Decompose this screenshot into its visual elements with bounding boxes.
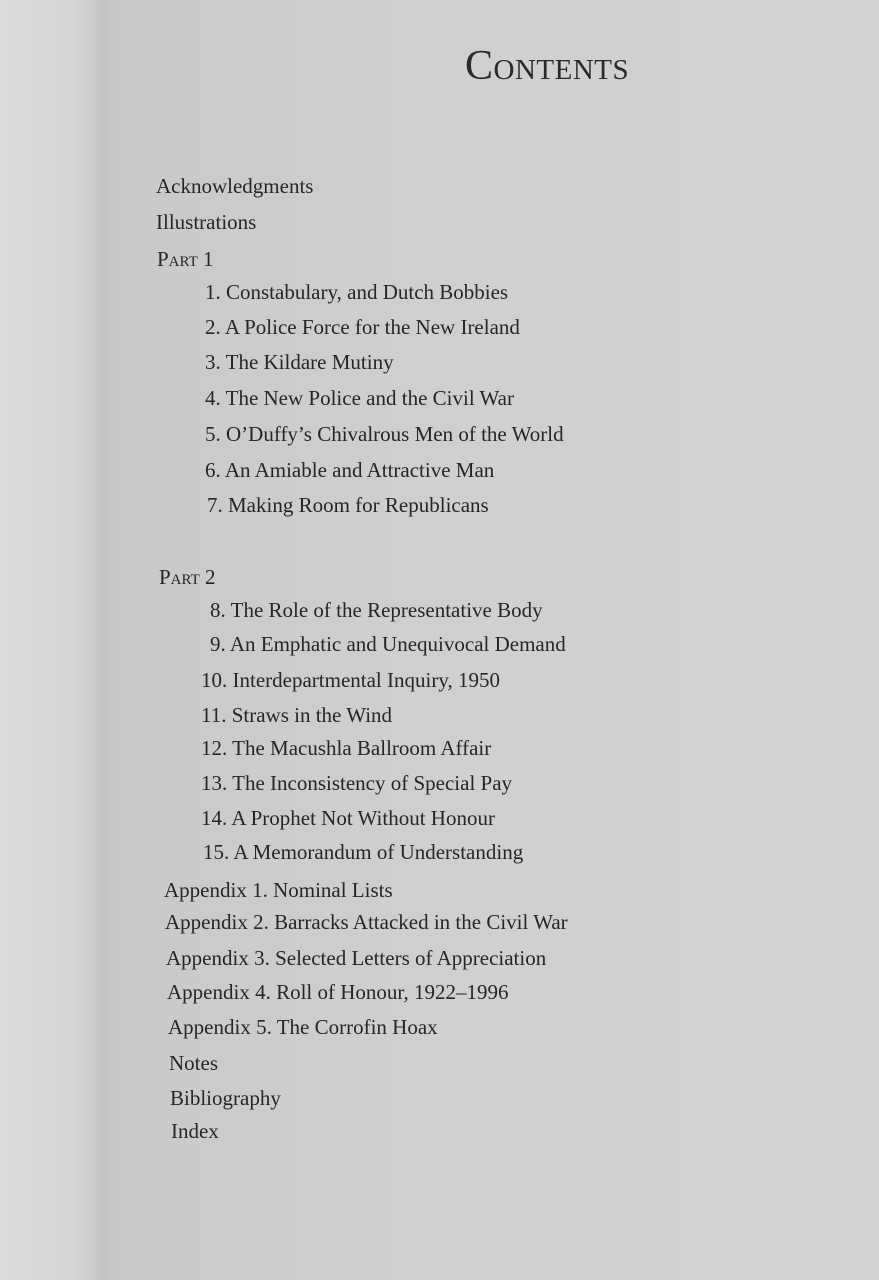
- toc-chapter: 5. O’Duffy’s Chivalrous Men of the World: [205, 422, 564, 446]
- page-title: Contents: [465, 43, 630, 89]
- toc-chapter: 7. Making Room for Republicans: [207, 493, 489, 517]
- toc-entry-bibliography: Bibliography: [170, 1086, 281, 1110]
- toc-chapter: 10. Interdepartmental Inquiry, 1950: [201, 668, 500, 692]
- toc-chapter: 2. A Police Force for the New Ireland: [205, 315, 520, 339]
- toc-chapter: 1. Constabulary, and Dutch Bobbies: [205, 280, 509, 304]
- book-gutter: [0, 0, 108, 1280]
- toc-chapter: 3. The Kildare Mutiny: [205, 350, 394, 374]
- toc-entry-index: Index: [171, 1119, 219, 1143]
- part-heading: Part 2: [159, 565, 216, 589]
- toc-entry-acknowledgments: Acknowledgments: [156, 174, 314, 198]
- toc-chapter: 6. An Amiable and Attractive Man: [205, 458, 495, 482]
- toc-chapter: 12. The Macushla Ballroom Affair: [201, 736, 492, 760]
- toc-chapter: 11. Straws in the Wind: [201, 703, 393, 727]
- toc-entry-notes: Notes: [169, 1051, 218, 1075]
- toc-appendix: Appendix 4. Roll of Honour, 1922–1996: [167, 980, 509, 1004]
- toc-appendix: Appendix 1. Nominal Lists: [164, 878, 393, 902]
- toc-chapter: 13. The Inconsistency of Special Pay: [201, 771, 513, 795]
- part-heading: Part 1: [157, 247, 214, 271]
- toc-chapter: 14. A Prophet Not Without Honour: [201, 806, 495, 830]
- toc-chapter: 4. The New Police and the Civil War: [205, 386, 514, 410]
- toc-chapter: 8. The Role of the Representative Body: [210, 598, 543, 622]
- toc-appendix: Appendix 3. Selected Letters of Appreciation: [166, 946, 547, 970]
- toc-appendix: Appendix 2. Barracks Attacked in the Civil War: [165, 910, 568, 934]
- toc-entry-illustrations: Illustrations: [156, 210, 257, 234]
- toc-chapter: 15. A Memorandum of Understanding: [203, 840, 524, 864]
- toc-chapter: 9. An Emphatic and Unequivocal Demand: [210, 632, 566, 656]
- toc-appendix: Appendix 5. The Corrofin Hoax: [168, 1015, 438, 1039]
